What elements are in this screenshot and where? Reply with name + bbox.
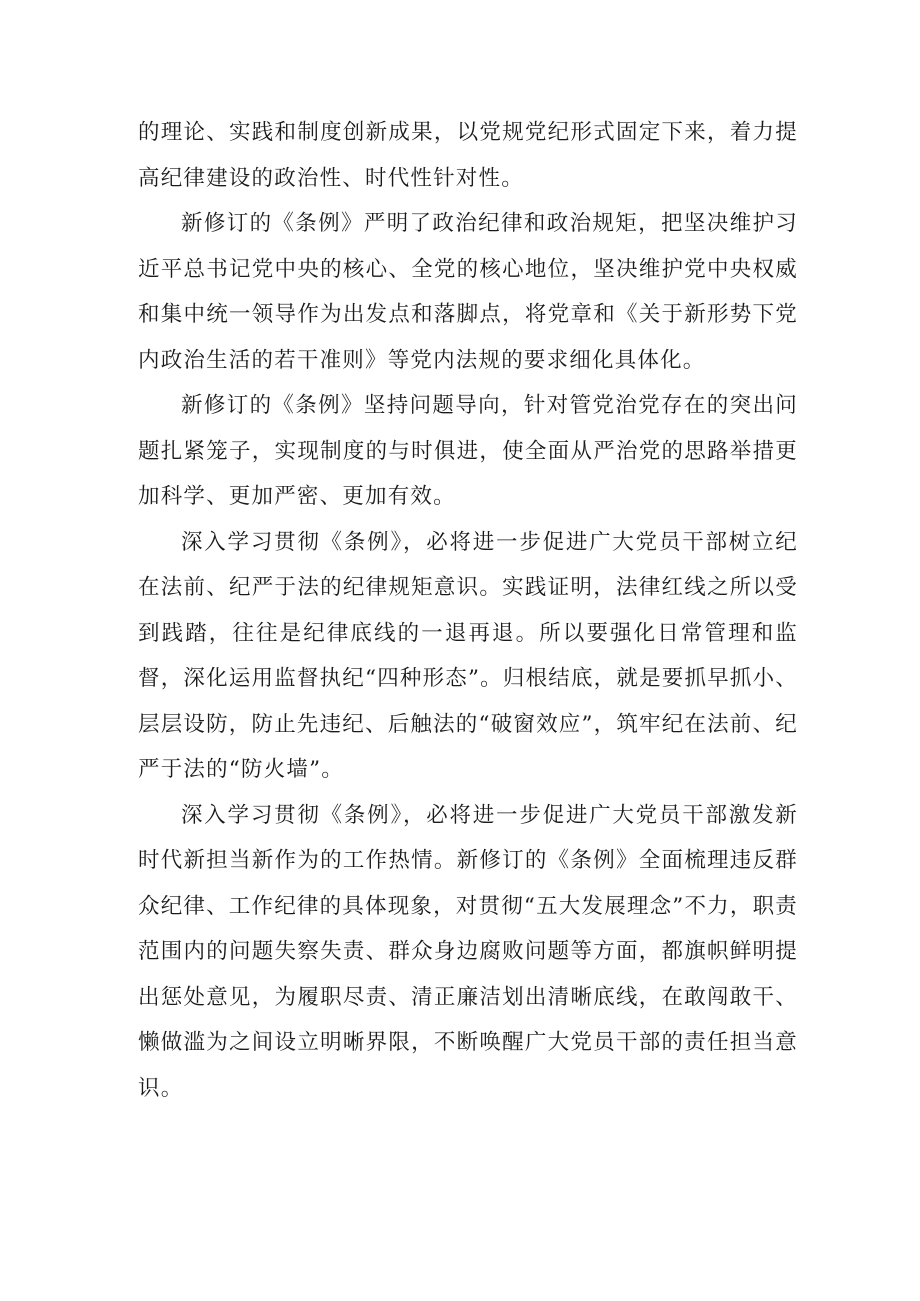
paragraph: 深入学习贯彻《条例》，必将进一步促进广大党员干部树立纪在法前、纪严于法的纪律规矩意识。实践证明，法律红线之所以受到践踏，往往是纪律底线的一退再退。所以要强化日常管理和监督，深化运用监督执纪“四种形态”。归根结底，就是要抓早抓小、层层设防，防止先违纪、后触法的“破窗效应”，筑牢纪在法前、纪严于法的“防火墙”。 — [138, 529, 798, 782]
paragraph-continuation: 的理论、实践和制度创新成果，以党规党纪形式固定下来，着力提高纪律建设的政治性、时代性针对性。 — [138, 120, 798, 191]
paragraph: 深入学习贯彻《条例》，必将进一步促进广大党员干部激发新时代新担当新作为的工作热情。新修订的《条例》全面梳理违反群众纪律、工作纪律的具体现象，对贯彻“五大发展理念”不力，职责范围内的问题失察失责、群众身边腐败问题等方面，都旗帜鲜明提出惩处意见，为履职尽责、清正廉洁划出清晰底线，在敢闯敢干、懒做滥为之间设立明晰界限，不断唤醒广大党员干部的责任担当意识。 — [138, 802, 798, 1101]
paragraph: 新修订的《条例》坚持问题导向，针对管党治党存在的突出问题扎紧笼子，实现制度的与时俱进，使全面从严治党的思路举措更加科学、更加严密、更加有效。 — [138, 393, 798, 509]
paragraph: 新修订的《条例》严明了政治纪律和政治规矩，把坚决维护习近平总书记党中央的核心、全党的核心地位，坚决维护党中央权威和集中统一领导作为出发点和落脚点，将党章和《关于新形势下党内政治生活的若干准则》等党内法规的要求细化具体化。 — [138, 211, 798, 373]
document-body — [138, 110, 798, 1111]
